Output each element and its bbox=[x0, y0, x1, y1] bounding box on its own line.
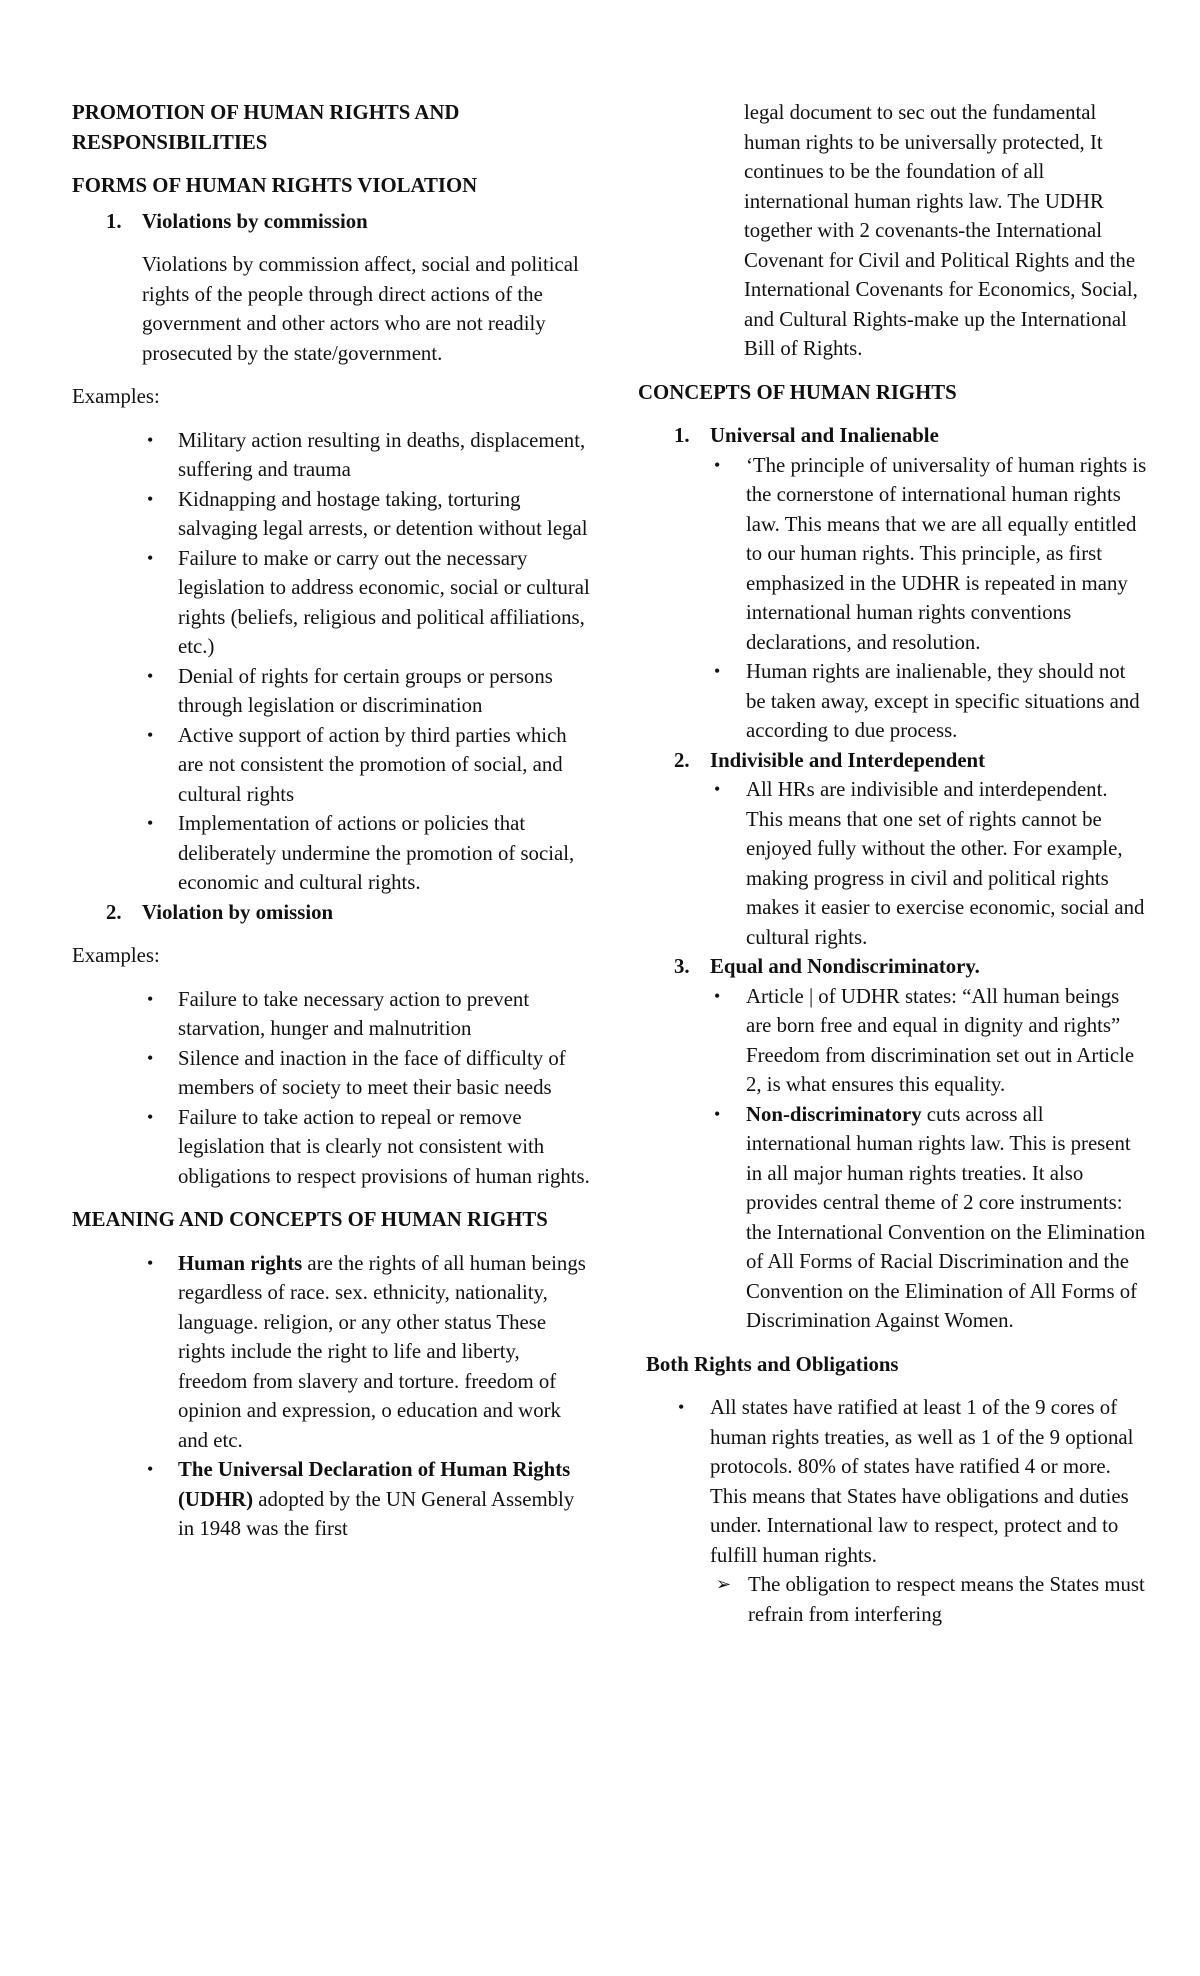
meaning-heading: MEANING AND CONCEPTS OF HUMAN RIGHTS bbox=[72, 1208, 548, 1231]
commission-examples-list bbox=[72, 426, 592, 898]
both-heading: Both Rights and Obligations bbox=[646, 1352, 899, 1376]
list-item: • Failure to make or carry out the necessary legislation to address economic, social or cultural rights (beliefs, religious and political affiliations, etc.) bbox=[72, 544, 592, 662]
bullet-icon: • bbox=[678, 1397, 685, 1417]
list-item: • Failure to take action to repeal or remove legislation that is clearly not consistent with obligations to respect provisions of human rights. bbox=[72, 1103, 592, 1192]
right-column bbox=[638, 98, 1148, 1629]
item-number: 3. bbox=[674, 955, 690, 978]
both-list bbox=[638, 1393, 1148, 1570]
concept-indivisible bbox=[638, 746, 1148, 776]
bullet-icon: • bbox=[147, 429, 154, 450]
list-item: • The Universal Declaration of Human Rights (UDHR) adopted by the UN General Assembly in 1948 was the first bbox=[72, 1455, 592, 1544]
item-violations-commission bbox=[72, 207, 592, 237]
bullet-icon: • bbox=[714, 985, 721, 1006]
list-item: • Denial of rights for certain groups or persons through legislation or discrimination bbox=[72, 662, 592, 721]
item-title: Violation by omission bbox=[142, 900, 334, 924]
item-title: Violations by commission bbox=[142, 209, 368, 233]
list-item: • All states have ratified at least 1 of the 9 cores of human rights treaties, as well as 1 of the 9 optional protocols. 80% of states have ratified 4 or more. This means that States have obligations and duties under. International law to respect, protect and to fulfill human rights. bbox=[638, 1393, 1148, 1570]
list-item: • Human rights are inalienable, they should not be taken away, except in specific situations and according to due process. bbox=[638, 657, 1148, 746]
item-title: Indivisible and Interdependent bbox=[710, 748, 986, 772]
examples-label: Examples: bbox=[72, 944, 160, 967]
item-number: 1. bbox=[106, 209, 122, 233]
item-title: Universal and Inalienable bbox=[710, 424, 939, 447]
bullet-icon: • bbox=[147, 665, 154, 686]
universal-list bbox=[638, 451, 1148, 746]
bullet-icon: • bbox=[147, 1459, 154, 1479]
bullet-icon: • bbox=[147, 813, 154, 833]
bullet-icon: • bbox=[147, 988, 154, 1009]
item-number: 2. bbox=[106, 900, 122, 924]
bullet-icon: • bbox=[147, 1047, 154, 1068]
arrow-bullet-icon: ➢ bbox=[716, 1574, 732, 1594]
bullet-icon: • bbox=[147, 488, 154, 509]
item-number: 1. bbox=[674, 424, 690, 447]
list-item: • Kidnapping and hostage taking, torturing salvaging legal arrests, or detention without legal bbox=[72, 485, 592, 544]
concept-equal bbox=[638, 952, 1148, 982]
list-item: ➢ The obligation to respect means the States must refrain from interfering bbox=[638, 1570, 1148, 1629]
list-item: • Failure to take necessary action to prevent starvation, hunger and malnutrition bbox=[72, 985, 592, 1044]
bullet-icon: • bbox=[714, 779, 721, 799]
forms-heading: FORMS OF HUMAN RIGHTS VIOLATION bbox=[72, 174, 478, 197]
item-title: Equal and Nondiscriminatory. bbox=[710, 955, 980, 978]
list-item: • ‘The principle of universality of human rights is the cornerstone of international human rights law. This means that we are all equally entitled to our human rights. This principle, as first emphasized in the UDHR is repeated in many international human rights conventions declarations, and resolution. bbox=[638, 451, 1148, 658]
examples-label: Examples: bbox=[72, 385, 160, 408]
omission-examples-list bbox=[72, 985, 592, 1192]
udhr-continuation: legal document to sec out the fundamental human rights to be universally protected, It continues to be the foundation of all international human rights law. The UDHR together with 2 covenants-the International Covenant for Civil and Political Rights and the International Covenants for Economics, Social, and Cultural Rights-make up the International Bill of Rights. bbox=[744, 101, 1138, 360]
bullet-icon: • bbox=[714, 661, 721, 681]
list-item: • Active support of action by third parties which are not consistent the promotion of social, and cultural rights bbox=[72, 721, 592, 810]
indivisible-list bbox=[638, 775, 1148, 952]
bullet-icon: • bbox=[147, 1252, 154, 1273]
concept-universal bbox=[638, 421, 1148, 451]
bullet-icon: • bbox=[714, 454, 721, 475]
list-item: • All HRs are indivisible and interdependent. This means that one set of rights cannot be enjoyed fully without the other. For example, making progress in civil and political rights makes it easier to exercise economic, social and cultural rights. bbox=[638, 775, 1148, 952]
both-sublist bbox=[638, 1570, 1148, 1629]
left-column bbox=[72, 98, 592, 1544]
item-number: 2. bbox=[674, 748, 690, 772]
bullet-icon: • bbox=[147, 724, 154, 745]
meaning-list bbox=[72, 1249, 592, 1544]
list-item: • Human rights are the rights of all human beings regardless of race. sex. ethnicity, nationality, language. religion, or any other status These rights include the right to life and liberty, freedom from slavery and torture. freedom of opinion and expression, o education and work and etc. bbox=[72, 1249, 592, 1456]
list-item: • Article | of UDHR states: “All human beings are born free and equal in dignity and rights” Freedom from discrimination set out in Article 2, is what ensures this equality. bbox=[638, 982, 1148, 1100]
equal-list bbox=[638, 982, 1148, 1336]
document-title: PROMOTION OF HUMAN RIGHTS AND RESPONSIBILITIES bbox=[72, 101, 460, 154]
bullet-icon: • bbox=[714, 1103, 721, 1124]
bullet-icon: • bbox=[147, 547, 154, 568]
list-item: • Non-discriminatory cuts across all international human rights law. This is present in all major human rights treaties. It also provides central theme of 2 core instruments: the International Convention on the Elimination of All Forms of Racial Discrimination and the Convention on the Elimination of All Forms of Discrimination Against Women. bbox=[638, 1100, 1148, 1336]
list-item: • Implementation of actions or policies that deliberately undermine the promotion of social, economic and cultural rights. bbox=[72, 809, 592, 898]
concepts-heading: CONCEPTS OF HUMAN RIGHTS bbox=[638, 380, 957, 404]
bullet-icon: • bbox=[147, 1106, 154, 1127]
item-violation-omission bbox=[72, 898, 592, 928]
commission-description: Violations by commission affect, social and political rights of the people through direct actions of the government and other actors who are not readily prosecuted by the state/government. bbox=[142, 253, 579, 365]
list-item: • Military action resulting in deaths, displacement, suffering and trauma bbox=[72, 426, 592, 485]
list-item: • Silence and inaction in the face of difficulty of members of society to meet their basic needs bbox=[72, 1044, 592, 1103]
